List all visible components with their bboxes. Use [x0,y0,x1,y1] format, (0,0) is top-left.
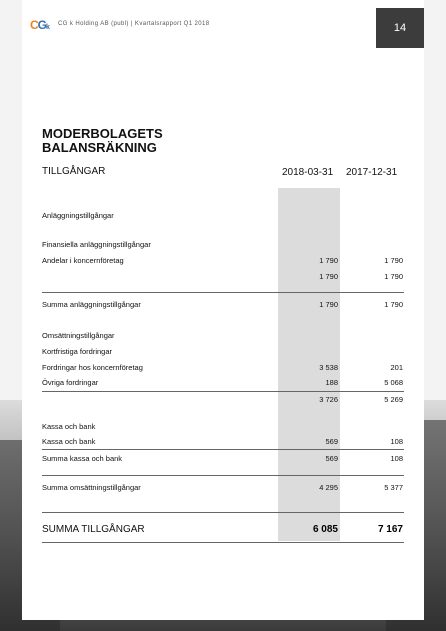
column-header-2018: 2018-03-31 [282,167,334,178]
row-fordr-koncern-2017: 201 [390,363,403,372]
row-fordr-koncern-label: Fordringar hos koncernföretag [42,363,143,372]
row-anlaggningstillgangar: Anläggningstillgångar [42,211,114,220]
divider [42,292,404,293]
row-andelar-2018: 1 790 [319,256,338,265]
logo-letter-c: C [30,18,38,32]
logo-letter-k: k [46,24,49,31]
page-number: 14 [393,22,407,34]
row-summa-kassa-label: Summa kassa och bank [42,454,123,463]
row-summa-anl-2018: 1 790 [319,300,338,309]
row-kassa-label: Kassa och bank [42,437,96,446]
row-summa-anl-2017: 1 790 [384,300,403,309]
row-ovriga-label: Övriga fordringar [42,378,99,387]
divider [42,542,404,543]
row-summa-oms-2017: 5 377 [384,483,403,492]
page-number-badge [376,8,424,48]
row-summa-kassa-2017: 108 [390,454,403,463]
total-2018: 6 085 [312,524,338,535]
title-line-1: MODERBOLAGETS [42,126,163,141]
row-summa-oms-2018: 4 295 [319,483,338,492]
section-label: TILLGÅNGAR [42,166,106,177]
divider [42,512,404,513]
row-finansiella: Finansiella anläggningstillgångar [42,240,151,249]
logo-letter-g: G [37,18,47,32]
row-kassa-2018: 569 [325,437,338,446]
company-logo [30,18,49,32]
total-label: SUMMA TILLGÅNGAR [42,524,145,535]
divider [42,475,404,476]
page-title [42,127,163,155]
row-fordr-koncern-2018: 3 538 [319,363,338,372]
row-ovriga-2018: 188 [325,378,338,387]
divider [42,391,404,392]
row-andelar-2017: 1 790 [384,256,403,265]
report-header-text: CG k Holding AB (publ) | Kvartalsrapport Q1 2018 [58,21,210,27]
row-fin-sum-2017: 1 790 [384,272,403,281]
row-summa-oms-label: Summa omsättningstillgångar [42,483,141,492]
row-kortfristiga: Kortfristiga fordringar [42,347,113,356]
row-summa-kassa-2018: 569 [325,454,338,463]
row-kassa-2017: 108 [390,437,403,446]
row-kassa-heading: Kassa och bank [42,422,96,431]
column-header-2017: 2017-12-31 [346,167,398,178]
row-kort-sum-2018: 3 726 [319,395,338,404]
total-2017: 7 167 [377,524,403,535]
row-fin-sum-2018: 1 790 [319,272,338,281]
row-summa-anl-label: Summa anläggningstillgångar [42,300,141,309]
divider [42,449,404,450]
row-omsattningstillgangar: Omsättningstillgångar [42,331,115,340]
row-ovriga-2017: 5 068 [384,378,403,387]
row-kort-sum-2017: 5 269 [384,395,403,404]
row-andelar-label: Andelar i koncernföretag [42,256,124,265]
title-line-2: BALANSRÄKNING [42,140,157,155]
